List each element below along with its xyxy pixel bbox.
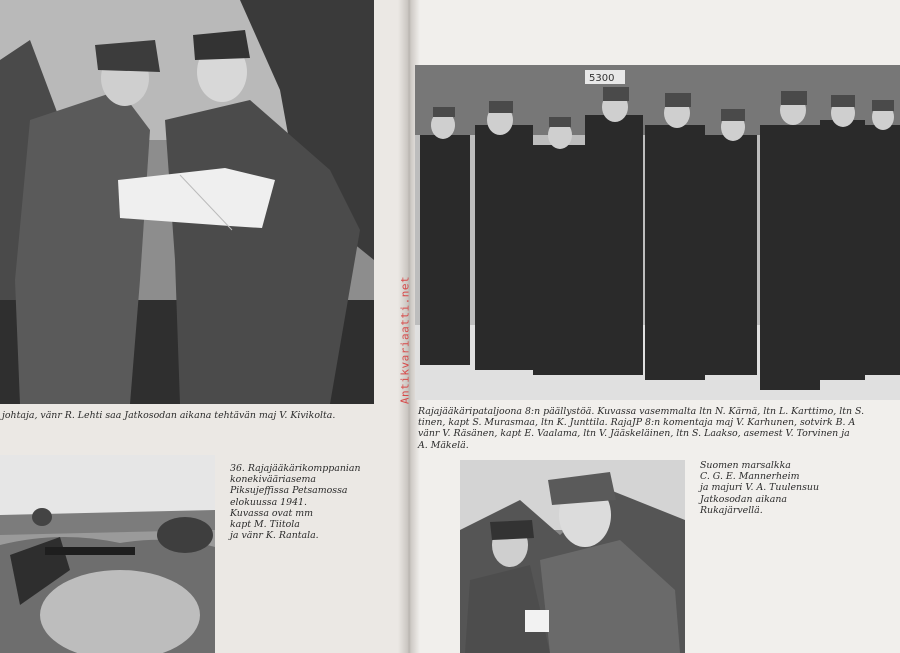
mannerheim-caption — [700, 460, 890, 516]
caption-line: A. Mäkelä. — [418, 439, 469, 451]
caption-line: Rukajärvellä. — [700, 504, 763, 516]
caption-line: 36. Rajajääkärikomppanian — [230, 463, 361, 474]
caption-line: C. G. E. Mannerheim — [700, 471, 800, 483]
caption-line: konekivääriasema — [230, 474, 316, 486]
officers-group-caption — [418, 406, 900, 451]
caption-line: Rajajääkäripataljoona 8:n päällystöä. Kuvassa vasemmalta ltn N. Kärnä, ltn L. Karttimo, ltn S. — [418, 406, 865, 417]
caption-line: ja majuri V. A. Tuulensuu — [700, 482, 819, 494]
photo-machine-gun-position — [0, 455, 215, 653]
caption-line: Kuvassa ovat mm — [230, 507, 313, 519]
caption-line: Piksujeffissa Petsamossa — [230, 485, 348, 497]
caption-line: ja vänr K. Rantala. — [230, 530, 319, 542]
building-sign-text: 5300 — [589, 73, 615, 84]
photo-soldiers-with-map — [0, 0, 374, 404]
machine-gun-caption — [230, 463, 400, 541]
caption-line: vänr V. Räsänen, kapt E. Vaalama, ltn V. Jääskeläinen, ltn S. Laakso, asemest V. Torvinen ja — [418, 428, 850, 440]
caption-line: elokuussa 1941. — [230, 496, 307, 508]
caption-line: Jatkosodan aikana — [700, 493, 787, 505]
watermark-text: Antikvariaatti.net — [398, 275, 412, 405]
caption-line: Suomen marsalkka — [700, 460, 791, 471]
top-left-caption: johtaja, vänr R. Lehti saa Jatkosodan aikana tehtävän maj V. Kivikolta. — [2, 410, 336, 421]
photo-officers-group — [415, 65, 900, 400]
photo-mannerheim — [460, 460, 685, 653]
watermark — [396, 250, 414, 430]
caption-line: kapt M. Tiitola — [230, 519, 300, 531]
caption-line: tinen, kapt S. Murasmaa, ltn K. Junttila. RajaJP 8:n komentaja maj V. Karhunen, sotvirk B. A — [418, 417, 856, 429]
